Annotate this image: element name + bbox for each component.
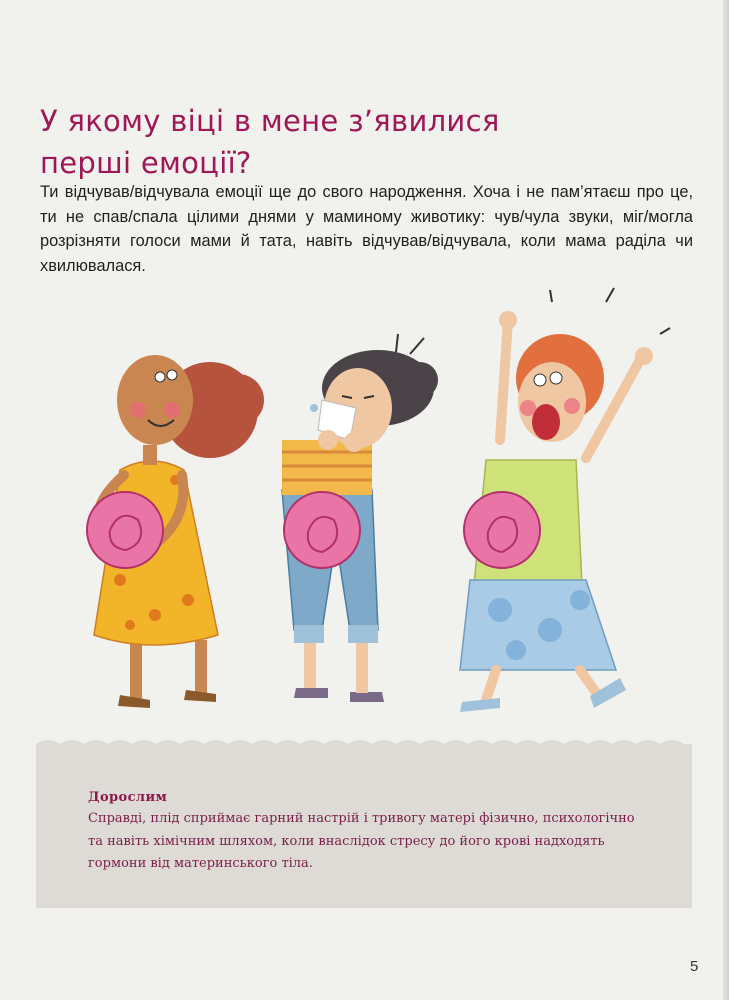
intro-paragraph: Ти відчував/відчувала емоції ще до свого народження. Хоча і не пам’ятаєш про це, ти не спав/спала цілими днями у маминому животику: чув/чула звуки, міг/могла розрізняти голоси мами й тата, навіть відчував/відчувала, коли мама раділа чи хвилювалася. [40,183,693,275]
page-edge [723,0,729,1000]
wavy-edge [36,736,692,750]
pregnant-women-illustration [60,280,700,720]
page-number: 5 [690,958,699,975]
title-line-1: У якому віці в мене з’явилися [40,104,500,138]
note-text: Справді, плід сприймає гарний настрій і тривогу матері фізично, психологічно та навіть хімічним шляхом, коли внаслідок стресу до його крові надходять гормони від материнського тіла. [88,811,635,871]
adults-note-box [36,744,692,908]
shouting-woman-figure [460,288,670,712]
page-title [40,100,600,184]
note-heading: Дорослим [88,790,168,805]
title-line-2: перші емоції? [40,146,252,180]
happy-woman-figure [87,355,264,708]
crying-woman-figure [282,334,438,702]
